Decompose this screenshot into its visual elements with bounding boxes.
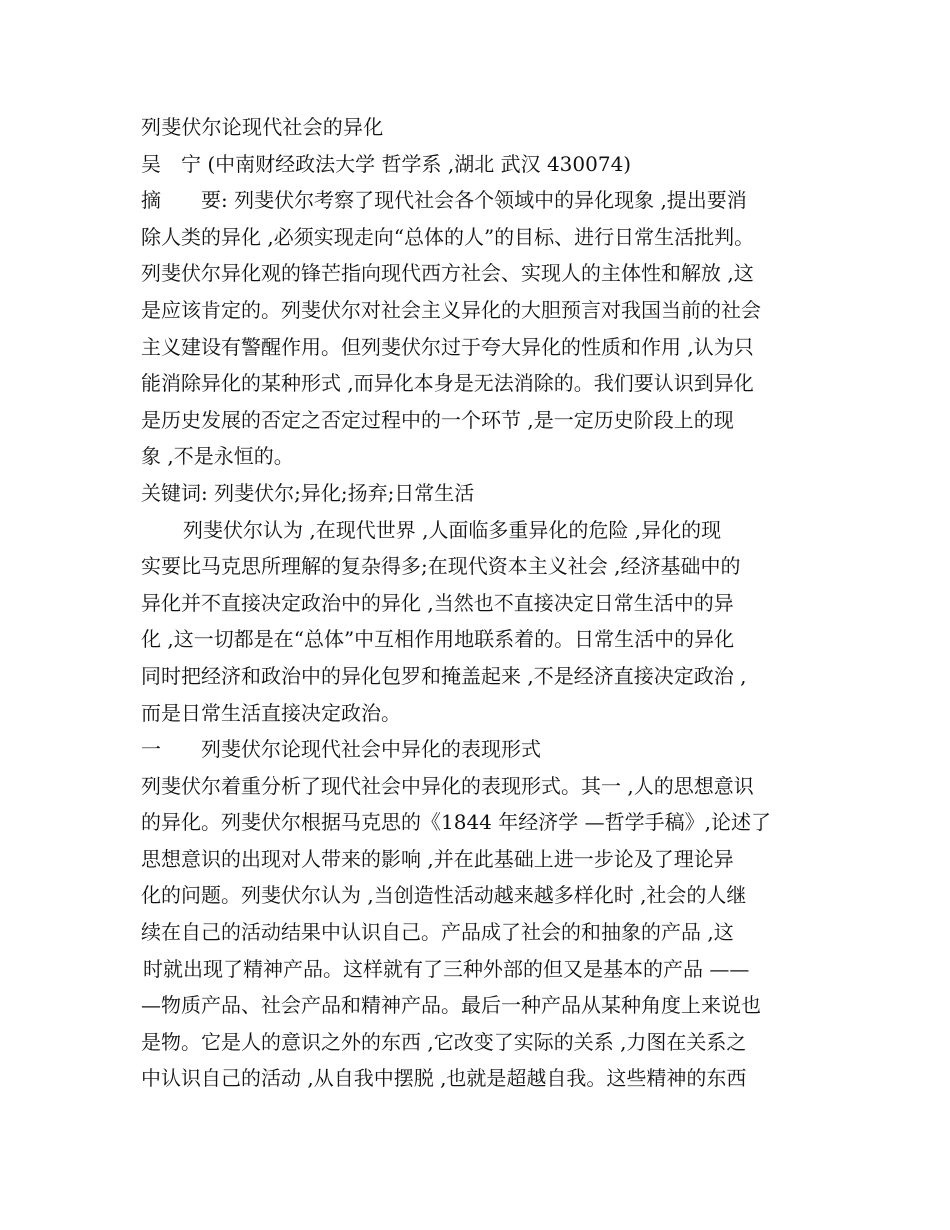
abstract-line: 象 ,不是永恒的。 (141, 444, 294, 469)
paragraph-line: 中认识自己的活动 ,从自我中摆脱 ,也就是超越自我。这些精神的东西 (141, 1066, 747, 1091)
paragraph-line: 时就出现了精神产品。这样就有了三种外部的但又是基本的产品 —— (143, 956, 750, 981)
abstract-line: 除人类的异化 ,必须实现走向“总体的人”的目标、进行日常生活批判。 (141, 224, 755, 249)
paragraph-line: 思想意识的出现对人带来的影响 ,并在此基础上进一步论及了理论异 (141, 846, 734, 871)
paragraph-line: 的异化。列斐伏尔根据马克思的《1844 年经济学 —哲学手稿》,论述了 (141, 810, 771, 835)
abstract-line: 是应该肯定的。列斐伏尔对社会主义异化的大胆预言对我国当前的社会 (141, 297, 761, 322)
paragraph-line: 异化并不直接决定政治中的异化 ,当然也不直接决定日常生活中的异 (141, 590, 734, 615)
intro-paragraph (141, 512, 841, 732)
paragraph-line: 是物。它是人的意识之外的东西 ,它改变了实际的关系 ,力图在关系之 (141, 1029, 747, 1054)
paragraph-line: 而是日常生活直接决定政治。 (141, 700, 401, 725)
keywords-line: 关键词: 列斐伏尔;异化;扬弃;日常生活 (141, 480, 475, 505)
section-heading: 一 列斐伏尔论现代社会中异化的表现形式 (141, 737, 541, 762)
paragraph-line: 列斐伏尔着重分析了现代社会中异化的表现形式。其一 ,人的思想意识 (141, 773, 754, 798)
paragraph-line: 同时把经济和政治中的异化包罗和掩盖起来 ,不是经济直接决定政治 , (141, 663, 747, 688)
paragraph-line: 列斐伏尔认为 ,在现代世界 ,人面临多重异化的危险 ,异化的现 (183, 517, 722, 542)
section-body (141, 768, 841, 1097)
paragraph-line: 化 ,这一切都是在“总体”中互相作用地联系着的。日常生活中的异化 (141, 627, 735, 652)
abstract-line: 摘 要: 列斐伏尔考察了现代社会各个领域中的异化现象 ,提出要消 (141, 188, 747, 213)
abstract-line: 能消除异化的某种形式 ,而异化本身是无法消除的。我们要认识到异化 (141, 371, 754, 396)
page-title: 列斐伏尔论现代社会的异化 (141, 115, 384, 139)
abstract-line: 主义建设有警醒作用。但列斐伏尔过于夸大异化的性质和作用 ,认为只 (141, 334, 754, 359)
abstract (141, 182, 841, 475)
paragraph-line: 续在自己的活动结果中认识自己。产品成了社会的和抽象的产品 ,这 (141, 920, 734, 945)
paragraph-line: 化的问题。列斐伏尔认为 ,当创造性活动越来越多样化时 ,社会的人继 (141, 883, 747, 908)
abstract-line: 列斐伏尔异化观的锋芒指向现代西方社会、实现人的主体性和解放 ,这 (141, 261, 754, 286)
abstract-line: 是历史发展的否定之否定过程中的一个环节 ,是一定历史阶段上的现 (141, 407, 734, 432)
document-content (141, 109, 841, 1097)
author-line: 吴 宁 (中南财经政法大学 哲学系 ,湖北 武汉 430074) (141, 151, 632, 176)
paragraph-line: 实要比马克思所理解的复杂得多;在现代资本主义社会 ,经济基础中的 (141, 554, 741, 579)
paragraph-line: —物质产品、社会产品和精神产品。最后一种产品从某种角度上来说也 (141, 993, 761, 1018)
